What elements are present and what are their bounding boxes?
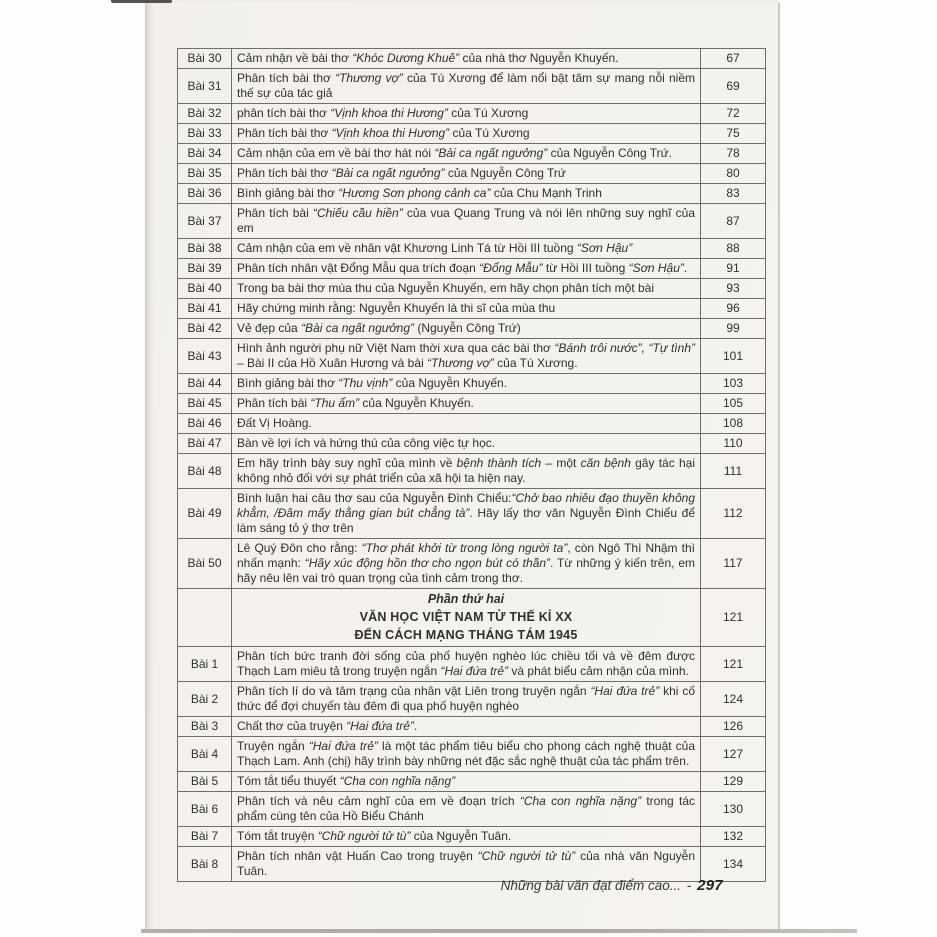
page-number: 67 xyxy=(701,49,766,69)
title-text: – Bài II của Hồ Xuân Hương và bài xyxy=(237,356,428,370)
page-number: 117 xyxy=(701,539,766,589)
lesson-title xyxy=(232,144,701,164)
toc-row xyxy=(178,184,766,204)
work-title-italic: “Thu vịnh” xyxy=(338,376,393,390)
title-text: (Nguyễn Công Trứ) xyxy=(413,321,521,335)
work-title-italic: “Thơ phát khởi từ trong lòng người ta” xyxy=(361,541,568,555)
lesson-title xyxy=(232,184,701,204)
page-number: 72 xyxy=(701,104,766,124)
toc-row xyxy=(178,682,766,717)
title-text: Lê Quý Đôn cho rằng: xyxy=(237,541,362,555)
toc-row xyxy=(178,454,766,489)
title-text: Bình giảng bài thơ xyxy=(237,376,339,390)
page-number: 91 xyxy=(701,259,766,279)
page-number: 103 xyxy=(701,374,766,394)
title-text: của vua Quang Trung và nói lên những suy nghĩ của em xyxy=(237,206,695,235)
section-heading xyxy=(232,589,701,647)
title-text: Phân tích bài thơ xyxy=(237,71,336,85)
toc-row xyxy=(178,204,766,239)
work-title-italic: “Hai đứa trẻ” xyxy=(590,684,660,698)
lesson-title xyxy=(232,647,701,682)
lesson-label: Bài 50 xyxy=(178,539,232,589)
lesson-title xyxy=(232,339,701,374)
lesson-title xyxy=(232,792,701,827)
page-number: 69 xyxy=(701,69,766,104)
lesson-label: Bài 44 xyxy=(178,374,232,394)
title-text: của Tú Xương. xyxy=(493,356,578,370)
title-text: trong tác phẩm cùng tên của Hồ Biểu Chánh xyxy=(237,794,695,823)
title-text: Hãy chứng minh rằng: Nguyễn Khuyến là thi sĩ của mùa thu xyxy=(237,301,556,315)
toc-body xyxy=(178,49,766,882)
section-line: VĂN HỌC VIỆT NAM TỪ THẾ KỈ XX xyxy=(359,610,573,624)
work-title-italic: “Vịnh khoa thi Hương” xyxy=(331,126,450,140)
title-text: Cảm nhận về bài thơ xyxy=(237,51,353,65)
page-number: 75 xyxy=(701,124,766,144)
page-number: 129 xyxy=(701,772,766,792)
title-text: Hình ảnh người phụ nữ Việt Nam thời xưa qua các bài thơ xyxy=(237,341,555,355)
page-number: 121 xyxy=(701,589,766,647)
toc-row xyxy=(178,339,766,374)
toc-row xyxy=(178,319,766,339)
title-text: của nhà văn Nguyễn Tuân. xyxy=(237,849,695,878)
title-text: của Nguyễn Công Trứ xyxy=(444,166,566,180)
lesson-title xyxy=(232,239,701,259)
lesson-label: Bài 43 xyxy=(178,339,232,374)
page-number: 88 xyxy=(701,239,766,259)
lesson-title xyxy=(232,124,701,144)
toc-row xyxy=(178,164,766,184)
lesson-title xyxy=(232,49,701,69)
page-number: 87 xyxy=(701,204,766,239)
title-text: . xyxy=(413,719,418,733)
lesson-title xyxy=(232,827,701,847)
title-text: Phân tích bức tranh đời sống của phố huyện nghèo lúc chiều tối và về đêm được Thạch Lam miêu tả trong truyện ngắn xyxy=(237,649,695,678)
lesson-title xyxy=(232,489,701,539)
title-text: – một xyxy=(541,456,581,470)
page-number: 121 xyxy=(701,647,766,682)
lesson-label: Bài 42 xyxy=(178,319,232,339)
title-text: của Nguyễn Khuyến. xyxy=(359,396,474,410)
lesson-label: Bài 4 xyxy=(178,737,232,772)
lesson-title xyxy=(232,394,701,414)
work-title-italic: “Chữ người tử tù” xyxy=(477,849,576,863)
lesson-title xyxy=(232,539,701,589)
title-text: Bình luận hai câu thơ sau của Nguyễn Đình Chiểu: xyxy=(237,491,512,505)
title-text: Phân tích bài xyxy=(237,396,311,410)
title-text: của nhà thơ Nguyễn Khuyến. xyxy=(459,51,619,65)
title-text: , còn Ngô Thì Nhậm thì nhấn mạnh: xyxy=(237,541,695,570)
page-number: 111 xyxy=(701,454,766,489)
lesson-title xyxy=(232,717,701,737)
work-title-italic: căn bệnh xyxy=(580,456,631,470)
lesson-label: Bài 34 xyxy=(178,144,232,164)
lesson-label: Bài 32 xyxy=(178,104,232,124)
toc-row xyxy=(178,259,766,279)
work-title-italic: “Đổng Mẫu” xyxy=(479,261,543,275)
work-title-italic: bệnh thành tích xyxy=(456,456,542,470)
title-text: gây tác hại không nhỏ đối với sự phát triển của xã hội ta hiện nay. xyxy=(237,456,695,485)
title-text: Phân tích và nêu cảm nghĩ của em về đoạn trích xyxy=(237,794,520,808)
work-title-italic: “Chiếu cầu hiền” xyxy=(312,206,403,220)
lesson-title xyxy=(232,682,701,717)
work-title-italic: “Hãy xúc động hồn thơ cho ngọn bút có thần” xyxy=(304,556,551,570)
toc-row xyxy=(178,239,766,259)
lesson-title xyxy=(232,164,701,184)
toc-row xyxy=(178,434,766,454)
footer-book-title: Những bài văn đạt điểm cao... xyxy=(500,878,682,893)
lesson-title xyxy=(232,414,701,434)
lesson-label: Bài 40 xyxy=(178,279,232,299)
toc-row xyxy=(178,717,766,737)
page-number: 105 xyxy=(701,394,766,414)
title-text: Truyện ngắn xyxy=(237,739,309,753)
work-title-italic: “Thương vợ” xyxy=(335,71,403,85)
toc-row xyxy=(178,827,766,847)
toc-row xyxy=(178,394,766,414)
work-title-italic: “Cha con nghĩa nặng” xyxy=(339,774,456,788)
title-text: Phân tích lí do và tâm trạng của nhân vật Liên trong truyện ngắn xyxy=(237,684,591,698)
title-text: Phân tích bài thơ xyxy=(237,166,332,180)
toc-row xyxy=(178,104,766,124)
footer-page-number: 297 xyxy=(697,877,723,894)
lesson-label: Bài 5 xyxy=(178,772,232,792)
lesson-label: Bài 6 xyxy=(178,792,232,827)
title-text: Tóm tắt truyện xyxy=(237,829,318,843)
title-text: Phân tích nhân vật Đổng Mẫu qua trích đoạn xyxy=(237,261,480,275)
title-text: của Nguyễn Tuân. xyxy=(410,829,512,843)
section-line: Phần thứ hai xyxy=(427,592,505,606)
lesson-label: Bài 35 xyxy=(178,164,232,184)
lesson-label: Bài 37 xyxy=(178,204,232,239)
page-number: 134 xyxy=(701,847,766,882)
lesson-label: Bài 33 xyxy=(178,124,232,144)
work-title-italic: “Hai đứa trẻ” xyxy=(346,719,414,733)
lesson-label: Bài 7 xyxy=(178,827,232,847)
page-number: 132 xyxy=(701,827,766,847)
lesson-label: Bài 3 xyxy=(178,717,232,737)
toc-table xyxy=(177,48,766,882)
work-title-italic: “Hương Sơn phong cảnh ca” xyxy=(338,186,491,200)
title-text: và phát biểu cảm nhận của mình. xyxy=(508,664,689,678)
lesson-title xyxy=(232,299,701,319)
toc-section-row xyxy=(178,589,766,647)
work-title-italic: “Chở bao nhiêu đạo thuyền không khẳm, /Đâm mấy thằng gian bút chẳng tà” xyxy=(237,491,695,520)
title-text: . Hãy lấy thơ văn Nguyễn Đình Chiểu để làm sáng tỏ ý thơ trên xyxy=(237,506,695,535)
page-number: 127 xyxy=(701,737,766,772)
work-title-italic: “Khóc Dương Khuê” xyxy=(352,51,460,65)
page-number: 83 xyxy=(701,184,766,204)
lesson-label: Bài 39 xyxy=(178,259,232,279)
lesson-label: Bài 46 xyxy=(178,414,232,434)
lesson-title xyxy=(232,737,701,772)
title-text: của Tú Xương để làm nổi bật tâm sự mang nỗi niềm thế sự của tác giả xyxy=(237,71,696,100)
page-number: 99 xyxy=(701,319,766,339)
lesson-label: Bài 2 xyxy=(178,682,232,717)
title-text: . xyxy=(683,261,688,275)
work-title-italic: “Sơn Hậu” xyxy=(628,261,684,275)
footer-separator: - xyxy=(686,878,692,893)
title-text: . Từ những ý kiến trên, em hãy nêu lên vai trò quan trọng của tình cảm trong thơ. xyxy=(237,556,695,585)
lesson-label: Bài 38 xyxy=(178,239,232,259)
lesson-label: Bài 47 xyxy=(178,434,232,454)
page-number: 93 xyxy=(701,279,766,299)
lesson-title xyxy=(232,104,701,124)
work-title-italic: “Bài ca ngất ngưởng” xyxy=(301,321,414,335)
title-text: Phân tích nhân vật Huấn Cao trong truyện xyxy=(237,849,478,863)
title-text: từ Hồi III tuồng xyxy=(542,261,629,275)
lesson-label: Bài 48 xyxy=(178,454,232,489)
title-text: Chất thơ của truyện xyxy=(237,719,347,733)
title-text: Đất Vị Hoàng. xyxy=(237,416,312,430)
lesson-label: Bài 41 xyxy=(178,299,232,319)
toc-row xyxy=(178,279,766,299)
scan-edge-bottom xyxy=(141,929,857,933)
work-title-italic: “Hai đứa trẻ” xyxy=(308,739,378,753)
toc-row xyxy=(178,772,766,792)
lesson-label: Bài 49 xyxy=(178,489,232,539)
title-text: Cảm nhận của em về nhân vật Khương Linh Tá từ Hồi III tuồng xyxy=(237,241,577,255)
title-text: Bình giảng bài thơ xyxy=(237,186,339,200)
work-title-italic: “Bánh trôi nước”, “Tự tình” xyxy=(554,341,695,355)
work-title-italic: “Sơn Hậu” xyxy=(576,241,633,255)
page-number: 130 xyxy=(701,792,766,827)
work-title-italic: “Thương vợ” xyxy=(427,356,494,370)
lesson-title xyxy=(232,279,701,299)
title-text: Phân tích bài xyxy=(237,206,313,220)
page-number: 112 xyxy=(701,489,766,539)
work-title-italic: “Cha con nghĩa nặng” xyxy=(519,794,642,808)
toc-row xyxy=(178,792,766,827)
toc-row xyxy=(178,489,766,539)
lesson-label: Bài 45 xyxy=(178,394,232,414)
lesson-label: Bài 30 xyxy=(178,49,232,69)
title-text: của Chu Mạnh Trinh xyxy=(490,186,602,200)
lesson-title xyxy=(232,259,701,279)
title-text: Bàn về lợi ích và hứng thú của công việc tự học. xyxy=(237,436,496,450)
lesson-title xyxy=(232,204,701,239)
toc-row xyxy=(178,144,766,164)
lesson-title xyxy=(232,454,701,489)
lesson-label xyxy=(178,589,232,647)
work-title-italic: “Hai đứa trẻ” xyxy=(440,664,509,678)
work-title-italic: “Vịnh khoa thi Hương” xyxy=(330,106,448,120)
page-number: 110 xyxy=(701,434,766,454)
page-number: 108 xyxy=(701,414,766,434)
scan-edge-top xyxy=(111,0,172,3)
work-title-italic: “Thu ẩm” xyxy=(310,396,360,410)
title-text: của Tú Xương xyxy=(449,126,530,140)
toc-row xyxy=(178,49,766,69)
work-title-italic: “Chữ người tử tù” xyxy=(317,829,411,843)
toc-row xyxy=(178,737,766,772)
page-number: 124 xyxy=(701,682,766,717)
toc-row xyxy=(178,647,766,682)
page-number: 101 xyxy=(701,339,766,374)
toc-row xyxy=(178,414,766,434)
toc-row xyxy=(178,539,766,589)
title-text: khi cố thức để đợi chuyến tàu đêm đi qua phố huyện nghèo xyxy=(237,684,695,713)
page-footer xyxy=(177,877,723,894)
page-number: 96 xyxy=(701,299,766,319)
title-text: của Nguyễn Khuyến. xyxy=(392,376,508,390)
title-text: Phân tích bài thơ xyxy=(237,126,332,140)
page-number: 80 xyxy=(701,164,766,184)
lesson-title xyxy=(232,319,701,339)
toc-row xyxy=(178,299,766,319)
title-text: phân tích bài thơ xyxy=(237,106,331,120)
lesson-title xyxy=(232,69,701,104)
lesson-title xyxy=(232,772,701,792)
title-text: Em hãy trình bày suy nghĩ của mình về xyxy=(237,456,457,470)
title-text: của Tú Xương xyxy=(447,106,529,120)
title-text: Vẻ đẹp của xyxy=(237,321,302,335)
lesson-label: Bài 8 xyxy=(178,847,232,882)
toc-row xyxy=(178,124,766,144)
title-text: của Nguyễn Công Trứ. xyxy=(547,146,673,160)
work-title-italic: “Bài ca ngất ngưởng” xyxy=(331,166,445,180)
lesson-label: Bài 1 xyxy=(178,647,232,682)
title-text: là một tác phẩm tiêu biểu cho phong cách nghệ thuật của Thạch Lam. Anh (chị) hãy trình bày những nét đặc sắc nghệ thuật của tác phẩm trên. xyxy=(237,739,696,768)
lesson-label: Bài 31 xyxy=(178,69,232,104)
scan-edge-right xyxy=(778,3,780,931)
toc-row xyxy=(178,69,766,104)
lesson-title xyxy=(232,374,701,394)
toc-row xyxy=(178,374,766,394)
title-text: Tóm tắt tiểu thuyết xyxy=(237,774,340,788)
page-number: 78 xyxy=(701,144,766,164)
section-line: ĐẾN CÁCH MẠNG THÁNG TÁM 1945 xyxy=(354,628,578,642)
lesson-label: Bài 36 xyxy=(178,184,232,204)
work-title-italic: “Bài ca ngất ngưởng” xyxy=(434,146,548,160)
title-text: Cảm nhận của em về bài thơ hát nói xyxy=(237,146,435,160)
title-text: Trong ba bài thơ mùa thu của Nguyễn Khuyến, em hãy chọn phân tích một bài xyxy=(237,281,655,295)
lesson-title xyxy=(232,434,701,454)
page-number: 126 xyxy=(701,717,766,737)
